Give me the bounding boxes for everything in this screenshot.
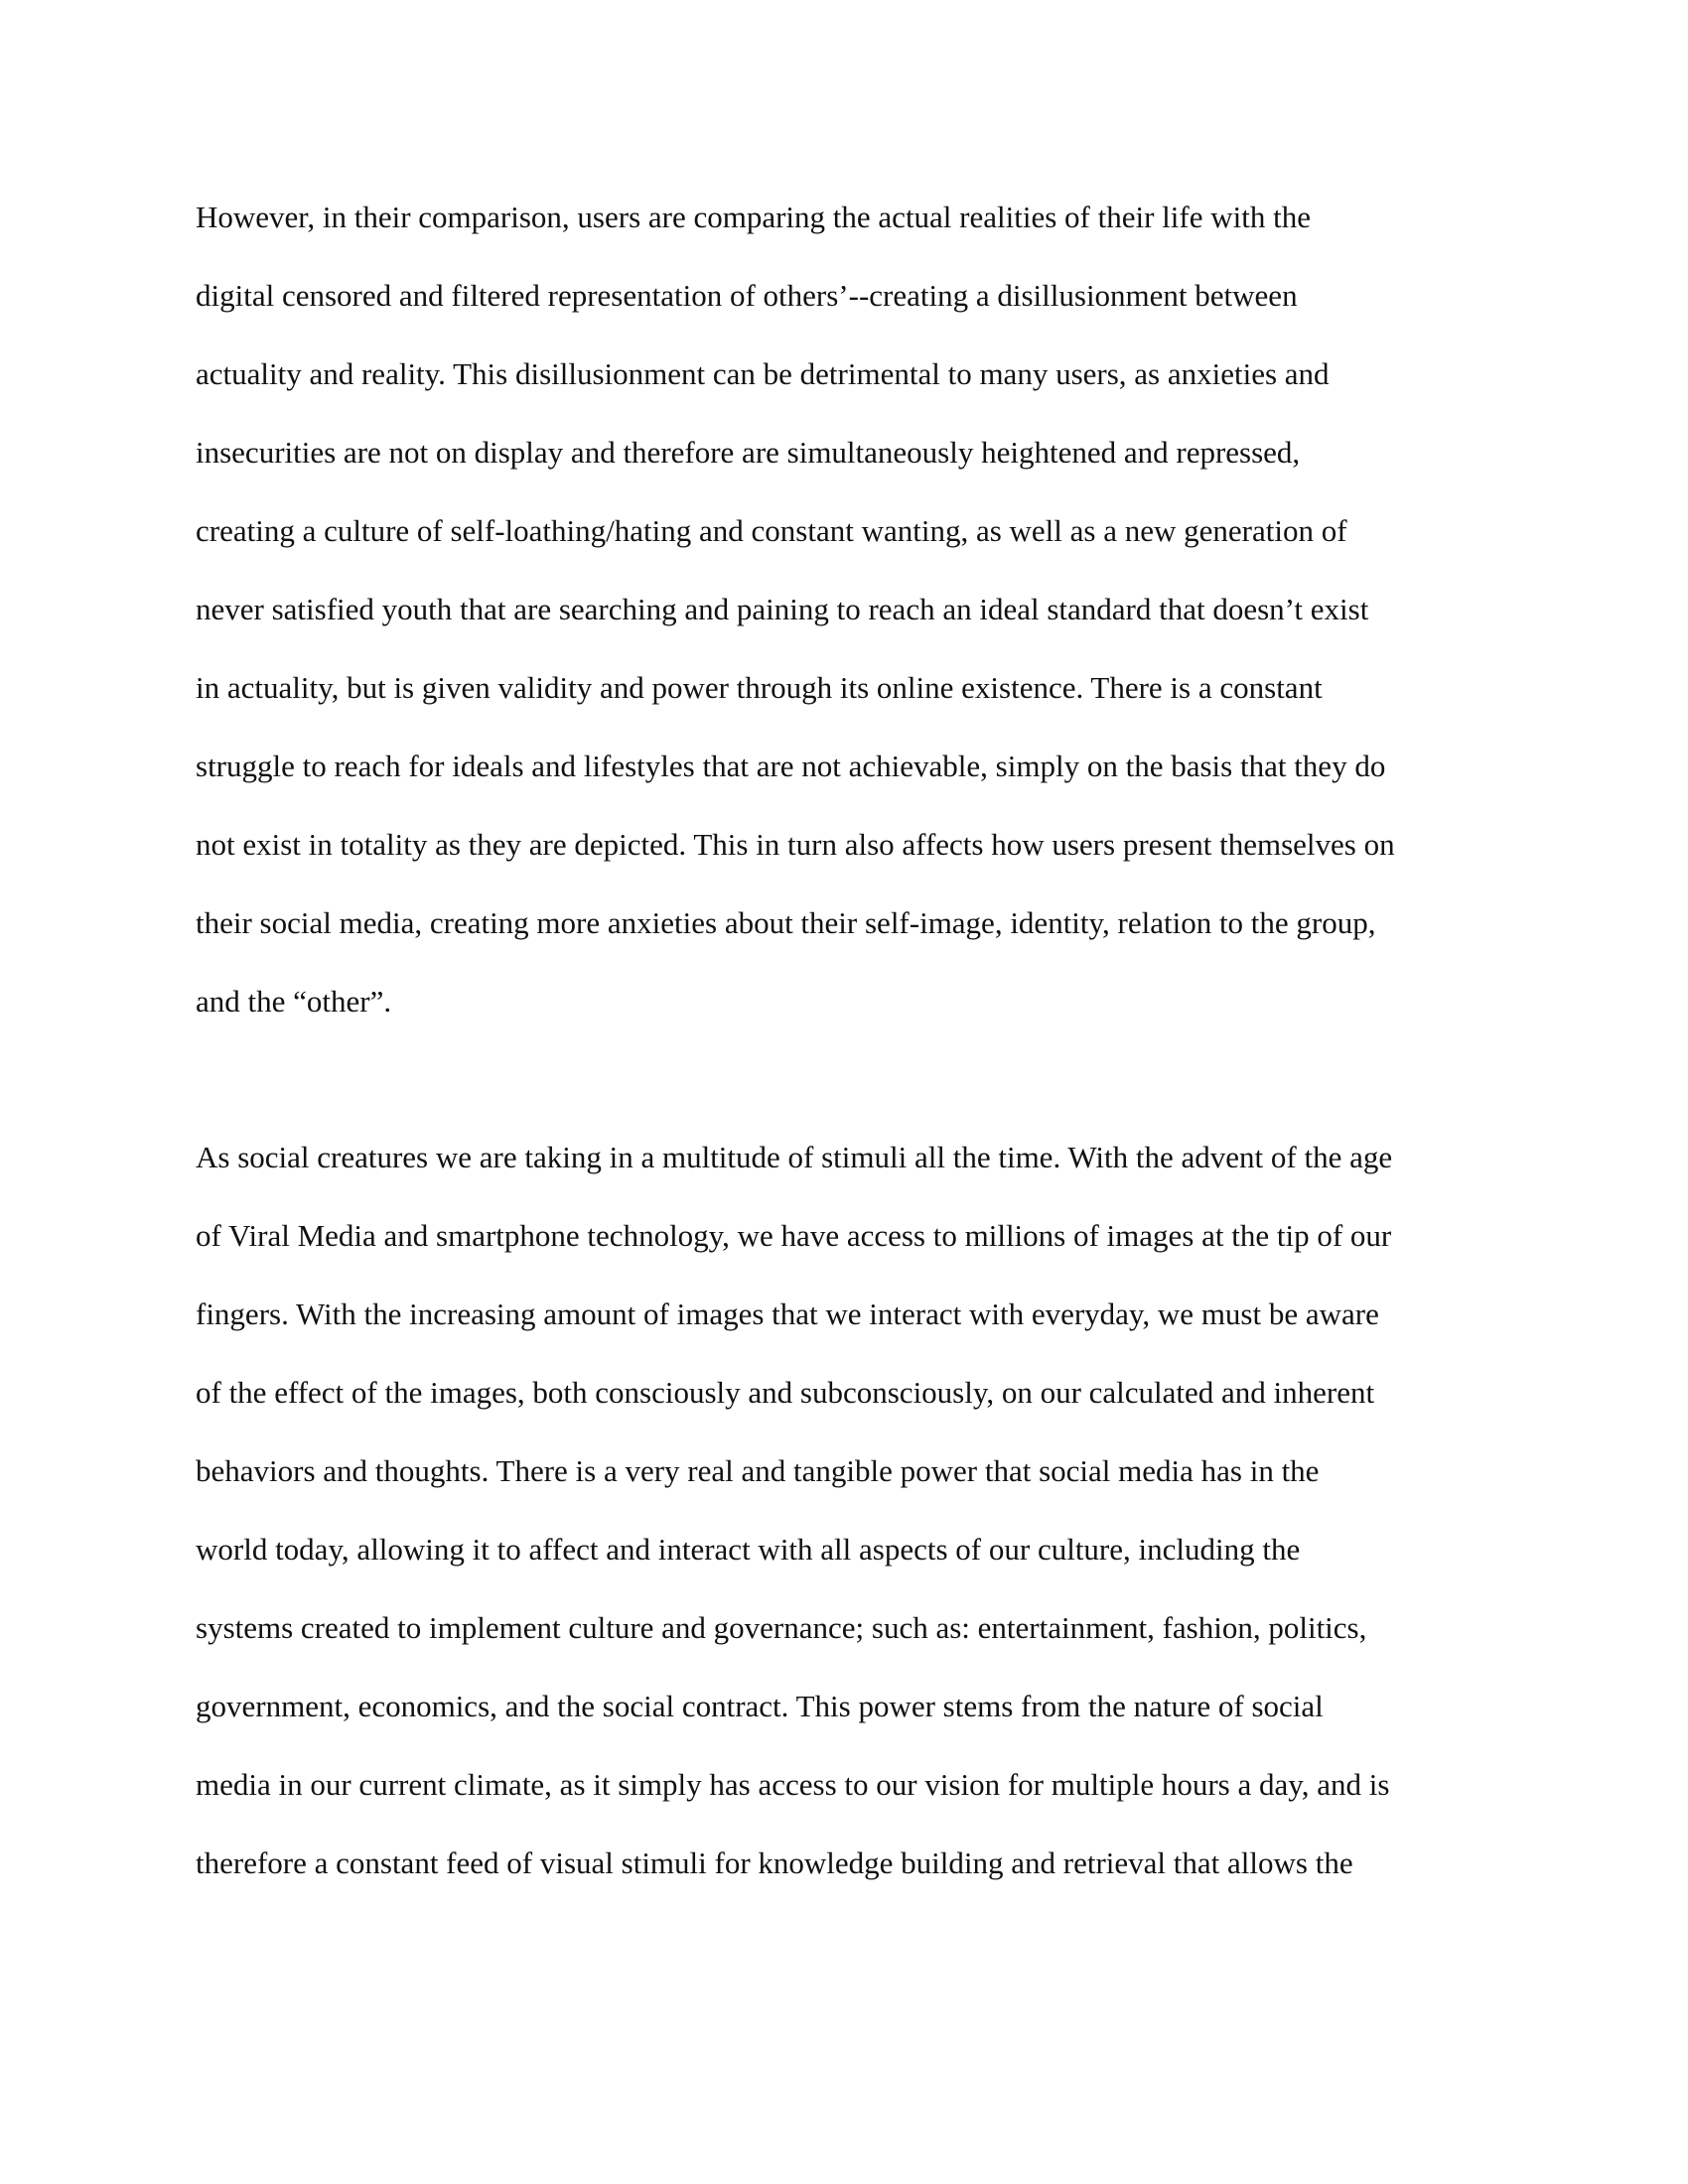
paragraph-line: behaviors and thoughts. There is a very real and tangible power that social media has in the	[196, 1453, 1320, 1488]
paragraph-line: As social creatures we are taking in a multitude of stimuli all the time. With the advent of the age	[196, 1140, 1393, 1174]
paragraph-line: their social media, creating more anxieties about their self-image, identity, relation to the group,	[196, 905, 1376, 940]
paragraph-line: fingers. With the increasing amount of images that we interact with everyday, we must be aware	[196, 1297, 1379, 1331]
paragraph-line: media in our current climate, as it simply has access to our vision for multiple hours a day, and is	[196, 1767, 1390, 1802]
paragraph-1	[196, 198, 1506, 1031]
paragraph-line: in actuality, but is given validity and power through its online existence. There is a constant	[196, 670, 1323, 705]
paragraph-2	[196, 1138, 1506, 1892]
paragraph-line: government, economics, and the social contract. This power stems from the nature of social	[196, 1689, 1324, 1723]
paragraph-line: actuality and reality. This disillusionment can be detrimental to many users, as anxieties and	[196, 356, 1330, 391]
paragraph-line: never satisfied youth that are searching and paining to reach an ideal standard that doesn’t exist	[196, 592, 1369, 626]
paragraph-line: struggle to reach for ideals and lifestyles that are not achievable, simply on the basis that they do	[196, 749, 1386, 783]
paragraph-line: creating a culture of self-loathing/hating and constant wanting, as well as a new generation of	[196, 513, 1347, 548]
paragraph-line: not exist in totality as they are depicted. This in turn also affects how users present themselves on	[196, 827, 1395, 862]
paragraph-line: world today, allowing it to affect and interact with all aspects of our culture, including the	[196, 1532, 1301, 1567]
paragraph-line: insecurities are not on display and therefore are simultaneously heightened and repressed,	[196, 435, 1301, 470]
paragraph-line: digital censored and filtered representation of others’--creating a disillusionment between	[196, 278, 1298, 313]
paragraph-line: of the effect of the images, both consciously and subconsciously, on our calculated and inherent	[196, 1375, 1375, 1410]
paragraph-line: systems created to implement culture and governance; such as: entertainment, fashion, politics,	[196, 1610, 1367, 1645]
paragraph-line: of Viral Media and smartphone technology, we have access to millions of images at the tip of our	[196, 1218, 1392, 1253]
paragraph-line: However, in their comparison, users are comparing the actual realities of their life with the	[196, 200, 1311, 234]
paragraph-line: therefore a constant feed of visual stimuli for knowledge building and retrieval that allows the	[196, 1845, 1353, 1880]
paragraph-line: and the “other”.	[196, 984, 392, 1019]
